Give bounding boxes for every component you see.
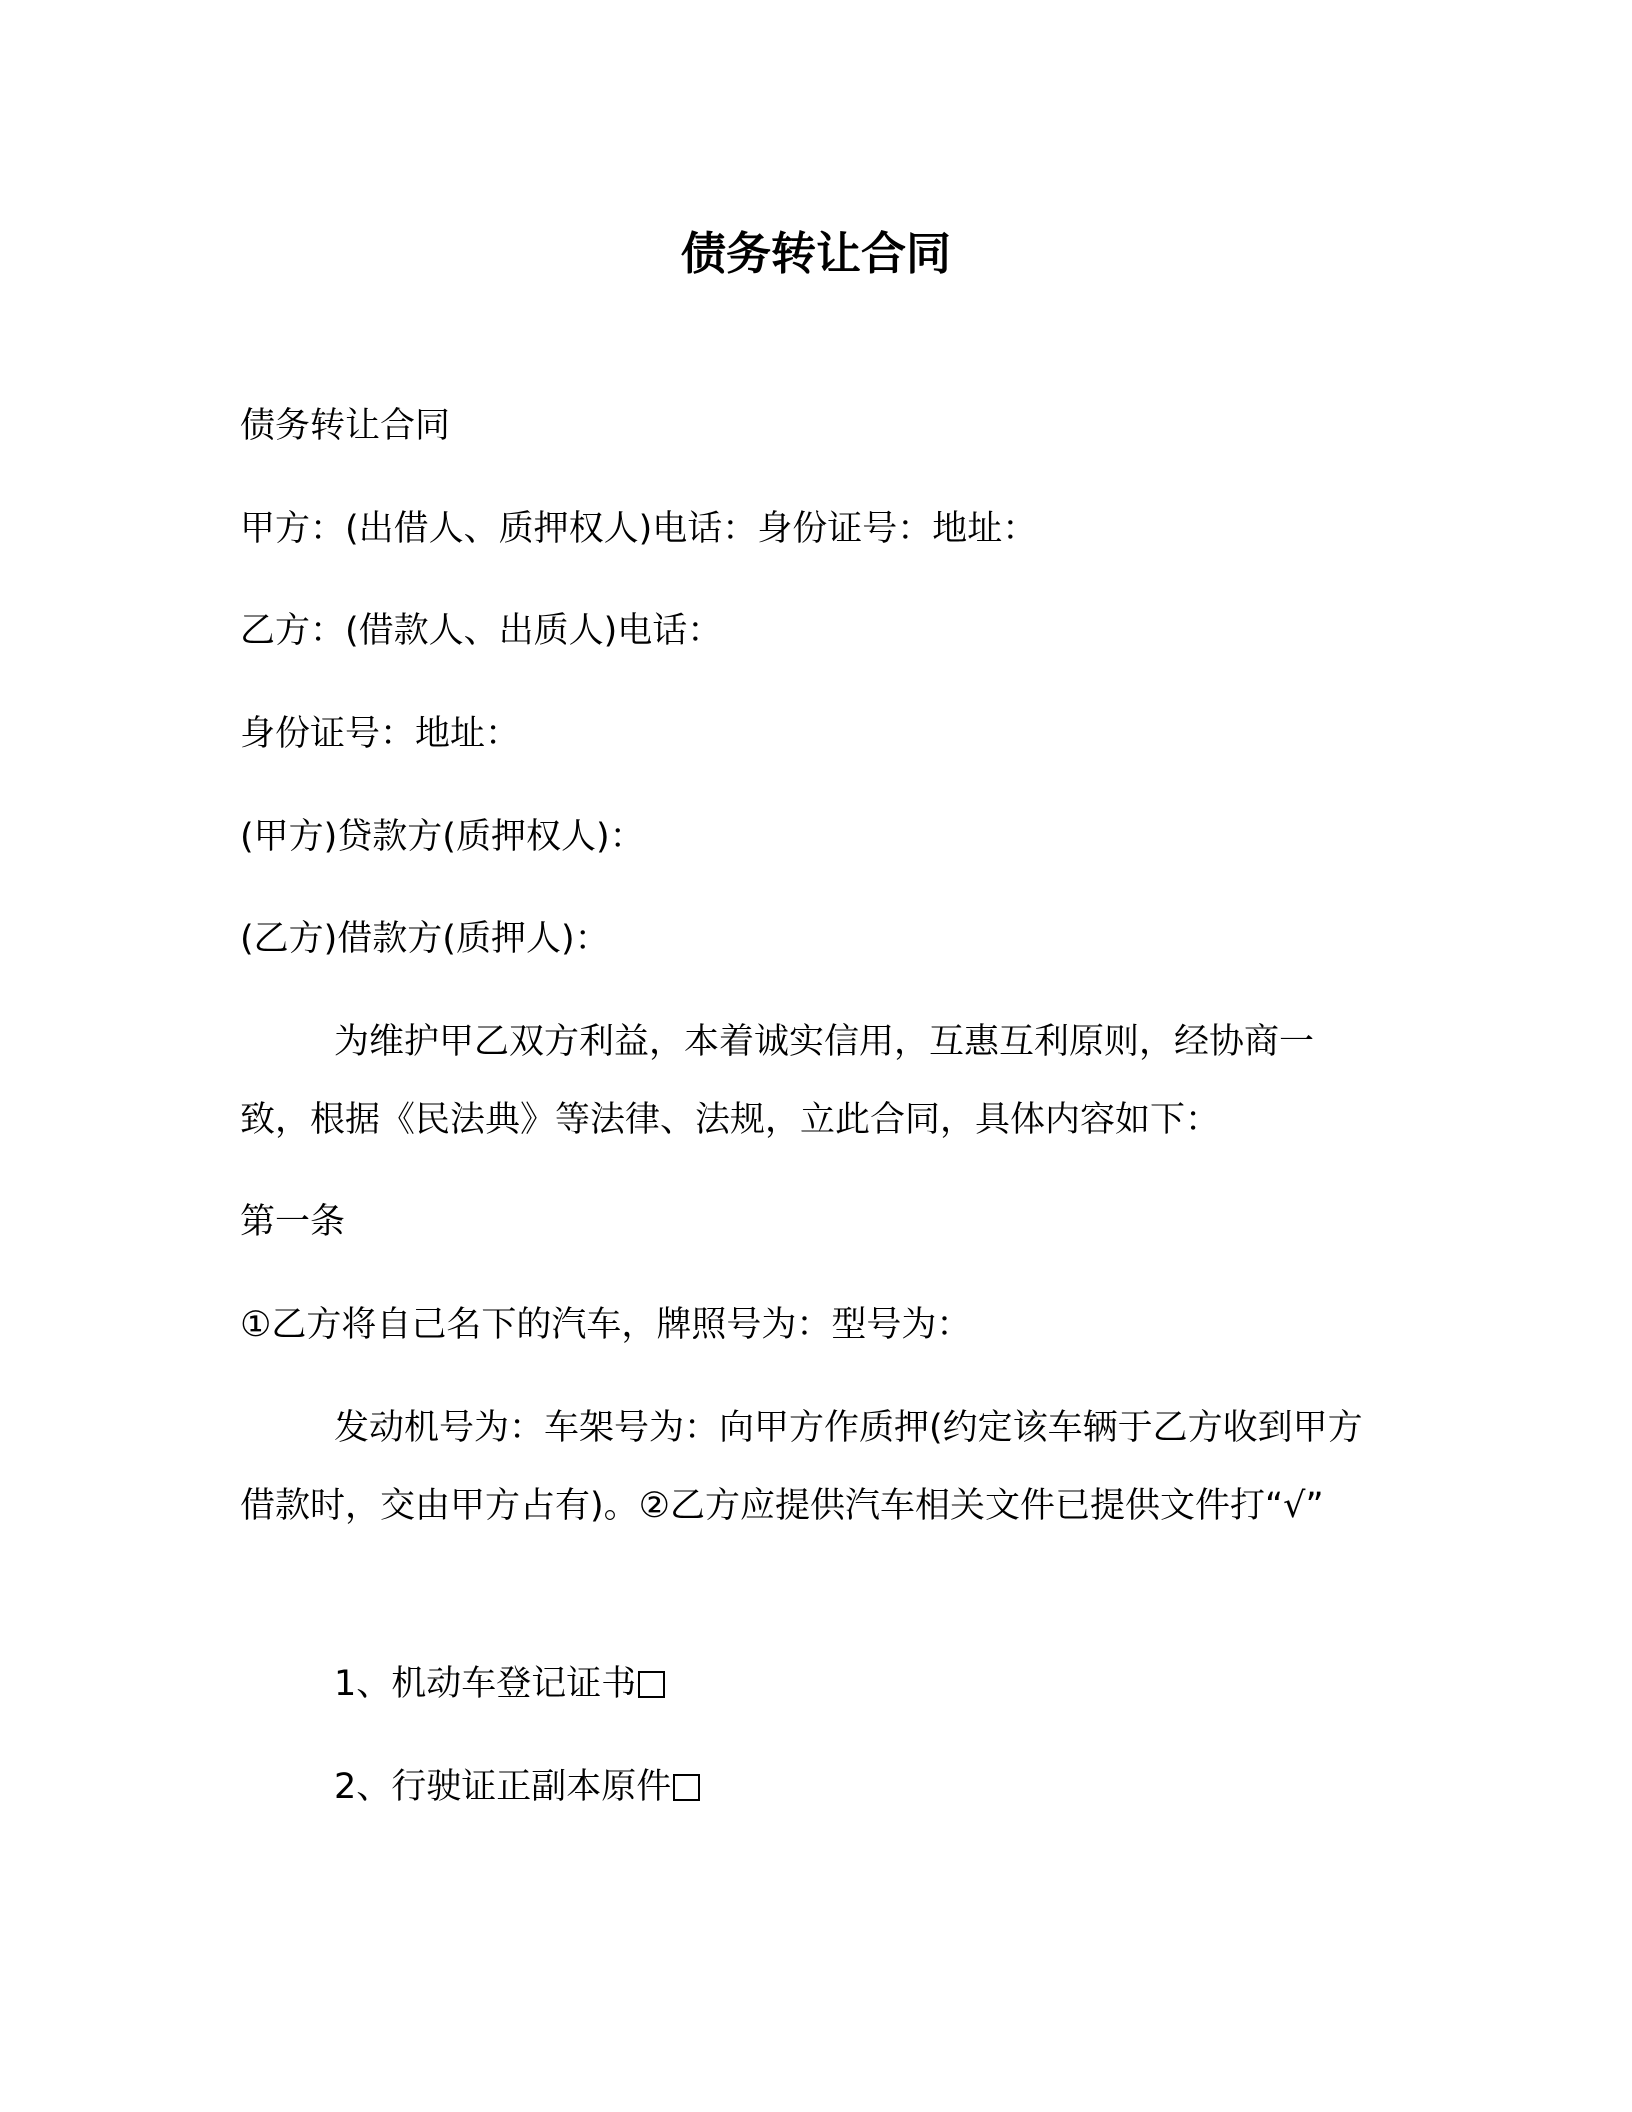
checklist-item <box>334 1748 1494 1826</box>
checkbox-empty-icon <box>638 1671 665 1698</box>
borrower-line: (乙方)借款方(质押人)： <box>240 919 610 959</box>
clause-1-continuation: 发动机号为：车架号为：向甲方作质押(约定该车辆于乙方收到甲方借款时，交由甲方占有)。②乙方应提供汽车相关文件已提供文件打“√” <box>240 1408 1363 1526</box>
party-b-id-line: 身份证号：地址： <box>240 714 521 754</box>
checklist-item-label: 2、行驶证正副本原件 <box>334 1767 672 1807</box>
lender-line: (甲方)贷款方(质押权人)： <box>240 817 645 857</box>
subtitle-line: 债务转让合同 <box>240 406 451 446</box>
preamble-paragraph: 为维护甲乙双方利益，本着诚实信用，互惠互利原则，经协商一致，根据《民法典》等法律、法规，立此合同，具体内容如下： <box>240 1022 1315 1140</box>
article-1-heading: 第一条 <box>240 1202 346 1242</box>
checkbox-empty-icon <box>673 1774 700 1801</box>
party-b-line: 乙方：(借款人、出质人)电话： <box>240 611 723 651</box>
checklist-item-label: 1、机动车登记证书 <box>334 1664 637 1704</box>
checklist-item <box>334 1645 1494 1723</box>
document-title: 债务转让合同 <box>680 227 951 280</box>
clause-1-line: ①乙方将自己名下的汽车，牌照号为：型号为： <box>240 1305 972 1345</box>
party-a-line: 甲方：(出借人、质押权人)电话：身份证号：地址： <box>240 509 1038 549</box>
